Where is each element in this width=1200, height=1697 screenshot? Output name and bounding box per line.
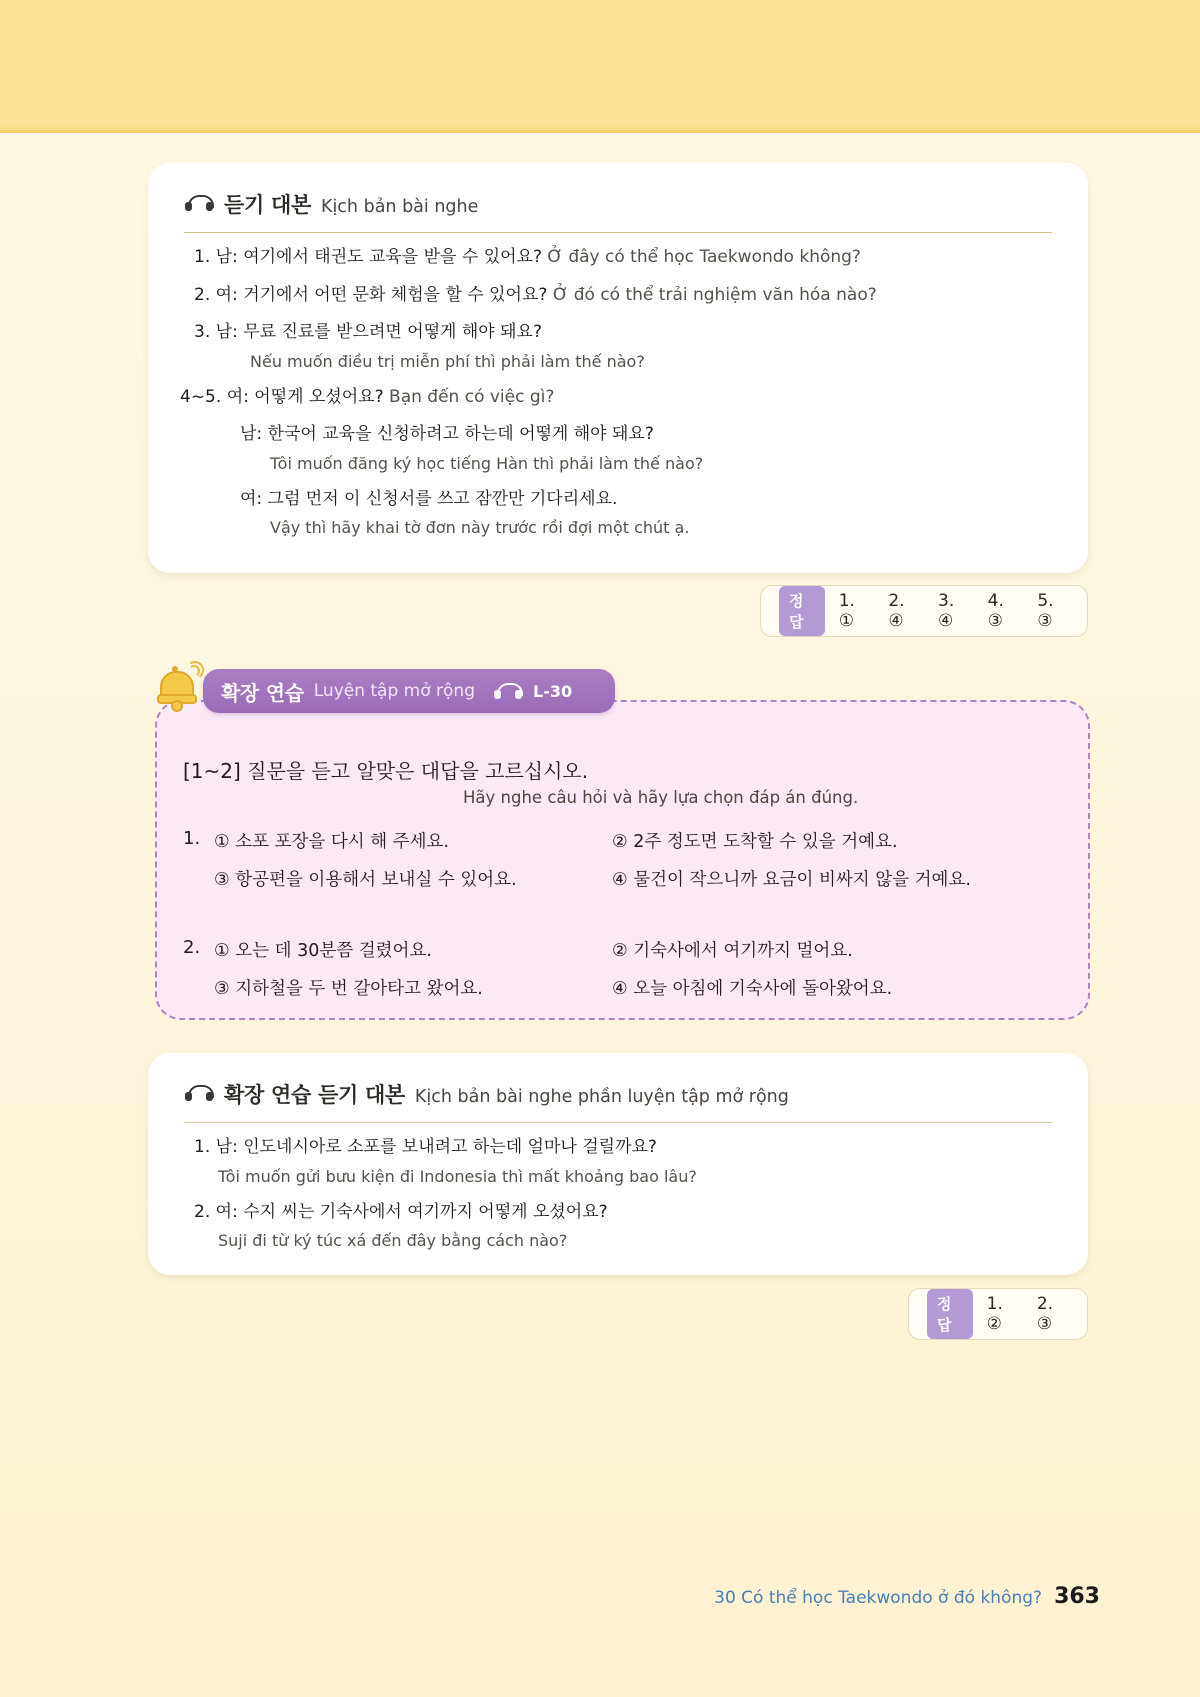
extension-script-divider: [184, 1122, 1052, 1123]
script-line-num: 1.: [194, 247, 211, 267]
extension-script-header: [184, 1079, 1052, 1109]
extension-practice-box: [155, 700, 1090, 1020]
answer-item: 5. ③: [1037, 591, 1054, 631]
extension-question-1-option-3[interactable]: ③ 항공편을 이용해서 보내실 수 있어요.: [214, 870, 517, 890]
script-line-num: 2.: [194, 284, 211, 305]
extension-question-1-option-1[interactable]: ① 소포 포장을 다시 해 주세요.: [214, 832, 450, 852]
answer-label-chip: 정답: [927, 1289, 973, 1339]
extension-question-2-option-1[interactable]: ① 오는 데 30분쯤 걸렸어요.: [214, 941, 432, 961]
bell-icon: [155, 663, 199, 709]
answer-box-extension: [908, 1288, 1088, 1340]
headphones-icon: [184, 1084, 214, 1102]
extension-question-2-number: [183, 937, 200, 958]
extension-question-1-number: [183, 828, 200, 849]
script-line-ko: 남: 여기에서 태권도 교육을 받을 수 있어요?: [215, 247, 542, 267]
listening-script-divider: [184, 232, 1052, 233]
answer-items-main: [839, 591, 1069, 631]
answer-label-chip: 정답: [779, 586, 825, 636]
footer-lesson-title: 30 Có thể học Taekwondo ở đó không?: [714, 1588, 1043, 1608]
extension-prompt-vi: Hãy nghe câu hỏi và hãy lựa chọn đáp án đúng.: [463, 788, 859, 807]
script-line-ko: 남: 무료 진료를 받으려면 어떻게 해야 돼요?: [215, 322, 542, 342]
answer-item: 1. ②: [986, 1294, 1003, 1334]
page-top-band: [0, 0, 1200, 133]
extension-tab-title-ko: 확장 연습: [221, 680, 304, 705]
script-line-num: 4~5.: [180, 386, 222, 407]
answer-box-main: [760, 585, 1088, 637]
extension-script-line: [194, 1200, 1058, 1226]
extension-prompt-ko: [1~2] 질문을 듣고 알맞은 대답을 고르십시오.: [183, 759, 589, 783]
script-line-sub: Nếu muốn điều trị miễn phí thì phải làm thế nào?: [250, 351, 645, 371]
script-line-vi: Ở đây có thể học Taekwondo không?: [547, 247, 861, 267]
script-line-sub: Vậy thì hãy khai tờ đơn này trước rồi đợi một chút ạ.: [270, 518, 690, 538]
answer-item: 2. ④: [888, 591, 905, 631]
extension-question-2-option-4[interactable]: ④ 오늘 아침에 기숙사에 돌아왔어요.: [612, 979, 893, 999]
script-line-num: 3.: [194, 322, 211, 342]
answer-items-extension: [987, 1294, 1069, 1334]
listening-script-title-vi: Kịch bản bài nghe: [320, 197, 479, 217]
listening-script-title-ko: 듣기 대본: [224, 193, 311, 217]
extension-script-title-vi: Kịch bản bài nghe phần luyện tập mở rộng: [414, 1087, 789, 1107]
extension-script-line-ko: 여: 수지 씨는 기숙사에서 여기까지 어떻게 오셨어요?: [215, 1201, 608, 1222]
script-line: [194, 283, 1058, 309]
extension-tab-title-vi: Luyện tập mở rộng: [313, 681, 475, 701]
script-line-vi: Ở đó có thể trải nghiệm văn hóa nào?: [552, 284, 877, 305]
extension-script-line-sub: Suji đi từ ký túc xá đến đây bằng cách nào?: [218, 1231, 568, 1251]
question-number: 1.: [183, 828, 201, 849]
answer-item: 2. ③: [1036, 1294, 1054, 1334]
extension-script-line: [194, 1135, 1058, 1161]
extension-question-2-option-2[interactable]: ② 기숙사에서 여기까지 멀어요.: [612, 941, 853, 961]
page-footer: [714, 1584, 1100, 1609]
question-number: 2.: [183, 937, 201, 958]
script-line: [194, 245, 1058, 271]
listening-script-header: [184, 189, 1052, 219]
script-line-vi: Bạn đến có việc gì?: [389, 386, 555, 407]
extension-practice-tab: [203, 669, 615, 713]
script-line: [240, 487, 1058, 513]
script-line-ko: 여: 거기에서 어떤 문화 체험을 할 수 있어요?: [215, 284, 548, 305]
script-line: [240, 422, 1058, 448]
extension-script-card: [148, 1053, 1088, 1275]
extension-question-1-option-4[interactable]: ④ 물건이 작으니까 요금이 비싸지 않을 거예요.: [612, 870, 971, 890]
answer-item: 4. ③: [987, 591, 1004, 631]
script-line-ko: 여: 어떻게 오셨어요?: [226, 386, 384, 407]
extension-script-line-num: 1.: [194, 1137, 211, 1157]
script-line: [180, 385, 1058, 411]
script-line-sub: Tôi muốn đăng ký học tiếng Hàn thì phải làm thế nào?: [270, 453, 704, 473]
answer-item: 3. ④: [938, 591, 955, 631]
answer-item: 1. ①: [838, 591, 855, 631]
script-line-ko: 여: 그럼 먼저 이 신청서를 쓰고 잠깐만 기다리세요.: [240, 488, 618, 509]
headphones-icon: [184, 194, 214, 212]
extension-script-line-ko: 남: 인도네시아로 소포를 보내려고 하는데 얼마나 걸릴까요?: [215, 1137, 657, 1157]
script-line: [194, 320, 1058, 346]
extension-script-title-ko: 확장 연습 듣기 대본: [224, 1083, 405, 1107]
listening-script-card: [148, 163, 1088, 573]
extension-script-line-sub: Tôi muốn gửi bưu kiện đi Indonesia thì mất khoảng bao lâu?: [218, 1166, 697, 1186]
page-number: 363: [1054, 1584, 1100, 1609]
headphones-icon: [493, 682, 523, 700]
page-top-band-inner: [0, 0, 1200, 126]
extension-question-2-option-3[interactable]: ③ 지하철을 두 번 갈아타고 왔어요.: [214, 979, 483, 999]
script-line-ko: 남: 한국어 교육을 신청하려고 하는데 어떻게 해야 돼요?: [240, 424, 654, 445]
extension-question-1-option-2[interactable]: ② 2주 정도면 도착할 수 있을 거예요.: [612, 832, 898, 852]
extension-script-line-num: 2.: [194, 1201, 211, 1222]
extension-track-code: L-30: [533, 681, 573, 701]
